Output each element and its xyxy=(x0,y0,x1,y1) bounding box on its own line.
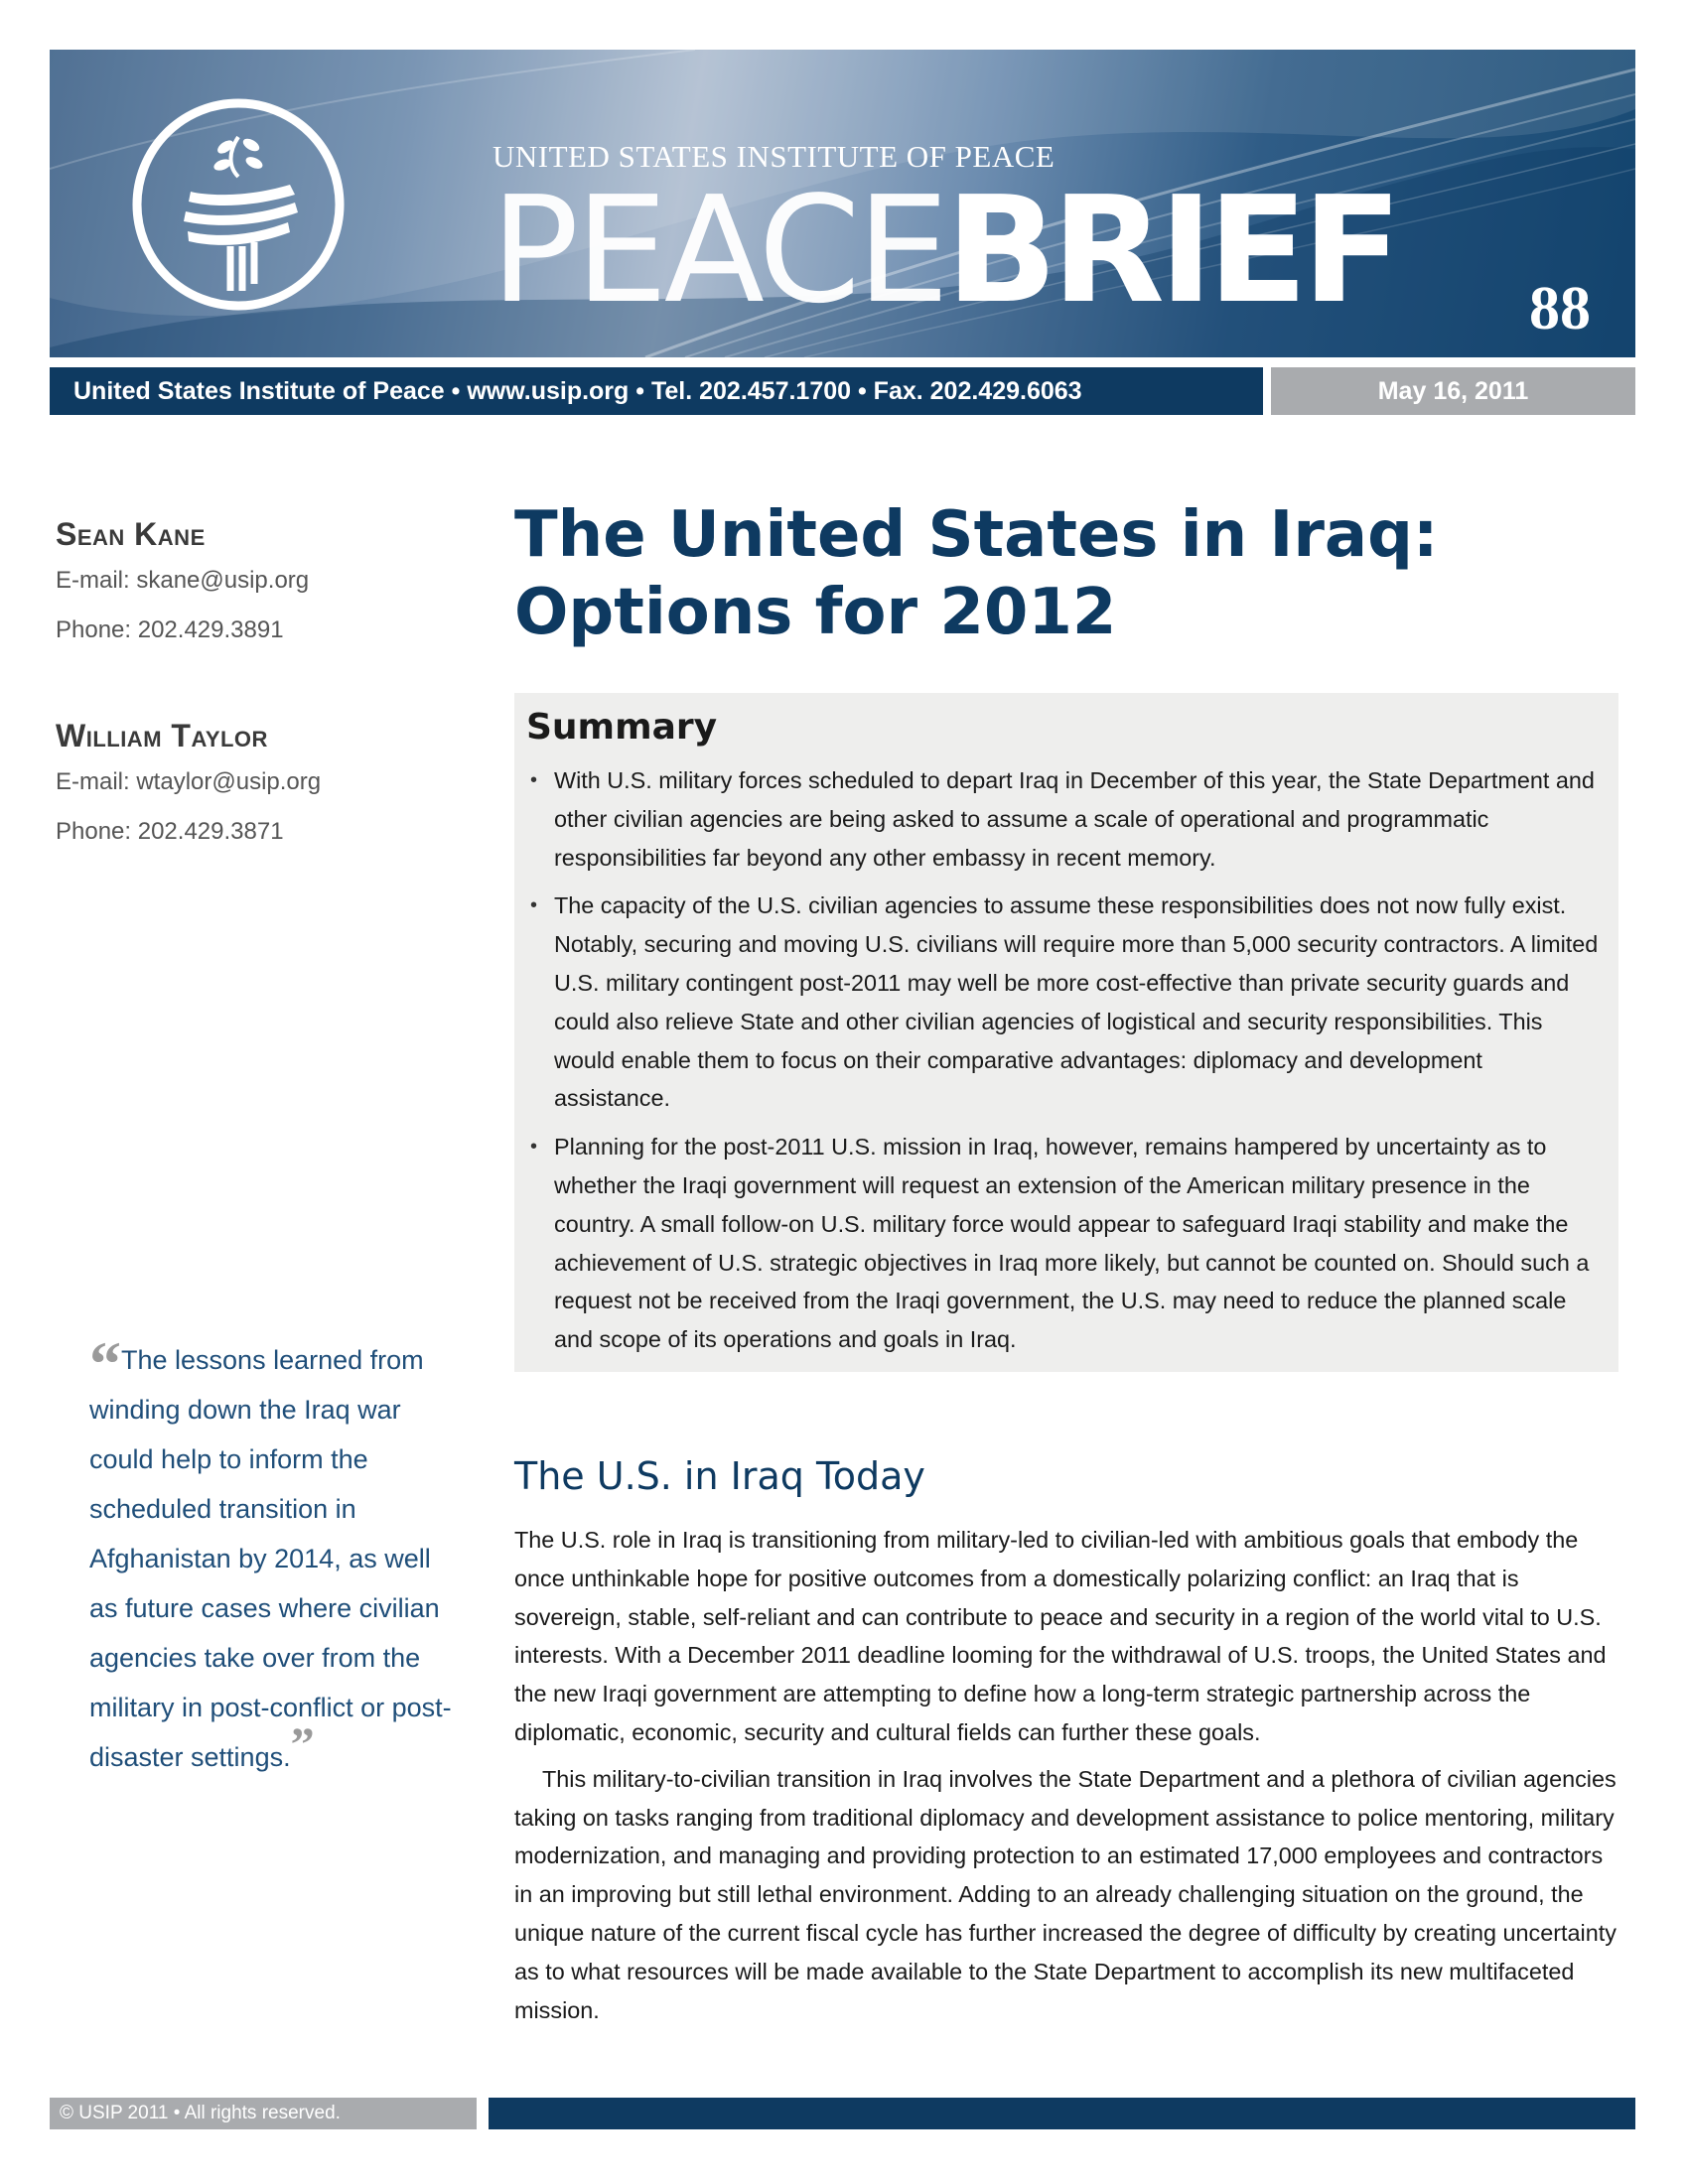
author-email: E-mail: skane@usip.org xyxy=(56,567,310,594)
section-heading: The U.S. in Iraq Today xyxy=(514,1454,925,1498)
banner-title-bold: BRIEF xyxy=(945,165,1397,336)
close-quote-mark: ” xyxy=(290,1718,315,1771)
pull-quote-text: The lessons learned from winding down the Iraq war could help to inform the scheduled transition in Afghanistan by 2014, as well as future cases where civilian agencies take over from the military in post-conflict or post-disaster settings. xyxy=(89,1345,452,1772)
author-email: E-mail: wtaylor@usip.org xyxy=(56,768,322,795)
summary-bullet: • With U.S. military forces scheduled to depart Iraq in December of this year, the State Department and other civilian agencies are being asked to assume a scale of operational and programmatic responsibilities far beyond any other embassy in recent memory. xyxy=(526,761,1603,877)
article-title xyxy=(514,496,1617,651)
publication-date: May 16, 2011 xyxy=(1271,367,1635,415)
contact-bar: United States Institute of Peace • www.usip.org • Tel. 202.457.1700 • Fax. 202.429.6063 xyxy=(50,367,1263,415)
author-phone: Phone: 202.429.3871 xyxy=(56,818,284,845)
body-paragraph: The U.S. role in Iraq is transitioning from military-led to civilian-led with ambitious goals that embody the once unthinkable hope for positive outcomes from a domestically polarizing conflict: an Iraq that is sovereign, stable, self-reliant and can contribute to peace and security in a region of the world vital to U.S. interests. With a December 2011 deadline looming for the withdrawal of U.S. troops, the United States and the new Iraqi government are attempting to define how a long-term strategic partnership across the diplomatic, economic, security and cultural fields can further these goals. xyxy=(514,1527,1607,1745)
author-name: William Taylor xyxy=(56,718,268,753)
author-name: Sean Kane xyxy=(56,516,206,552)
banner-title-light: PEACE xyxy=(491,165,946,336)
author-block xyxy=(56,516,309,666)
section-body xyxy=(514,1521,1621,2037)
header-banner xyxy=(50,50,1635,357)
usip-dove-logo xyxy=(131,97,346,312)
author-phone: Phone: 202.429.3891 xyxy=(56,616,284,643)
copyright-footer: © USIP 2011 • All rights reserved. xyxy=(50,2098,477,2129)
author-block xyxy=(56,718,321,868)
open-quote-mark: “ xyxy=(89,1328,121,1399)
footer-bar xyxy=(489,2098,1635,2129)
issue-number: 88 xyxy=(1529,275,1591,342)
title-line-1: The United States in Iraq: xyxy=(514,498,1439,572)
pull-quote xyxy=(89,1328,457,1782)
banner-title xyxy=(491,165,1397,336)
summary-box xyxy=(514,693,1618,1372)
summary-heading: Summary xyxy=(526,707,718,748)
summary-bullet: • Planning for the post-2011 U.S. mission in Iraq, however, remains hampered by uncertainty as to whether the Iraqi government will request an extension of the American military presence in the country. A small follow-on U.S. military force would appear to safeguard Iraqi stability and make the achievement of U.S. strategic objectives in Iraq more likely, but cannot be counted on. Should such a request not be received from the Iraqi government, the U.S. may need to reduce the planned scale and scope of its operations and goals in Iraq. xyxy=(526,1128,1603,1359)
banner-org-name: UNITED STATES INSTITUTE OF PEACE xyxy=(492,139,1055,174)
summary-list xyxy=(526,761,1603,1359)
summary-bullet: • The capacity of the U.S. civilian agencies to assume these responsibilities does not now fully exist. Notably, securing and moving U.S. civilians will require more than 5,000 security contractors. A limited U.S. military contingent post-2011 may well be more cost-effective than private security guards and could also relieve State and other civilian agencies of logistical and security responsibilities. This would enable them to focus on their comparative advantages: diplomacy and development assistance. xyxy=(526,887,1603,1118)
body-paragraph: This military-to-civilian transition in Iraq involves the State Department and a plethora of civilian agencies taking on tasks ranging from traditional diplomacy and development assistance to police mentoring, military modernization, and managing and providing protection to an estimated 17,000 employees and contractors in an improving but still lethal environment. Adding to an already challenging situation on the ground, the unique nature of the current fiscal cycle has further increased the degree of difficulty by creating uncertainty as to what resources will be made available to the State Department to accomplish its new multifaceted mission. xyxy=(514,1765,1617,2023)
title-line-2: Options for 2012 xyxy=(514,576,1117,649)
